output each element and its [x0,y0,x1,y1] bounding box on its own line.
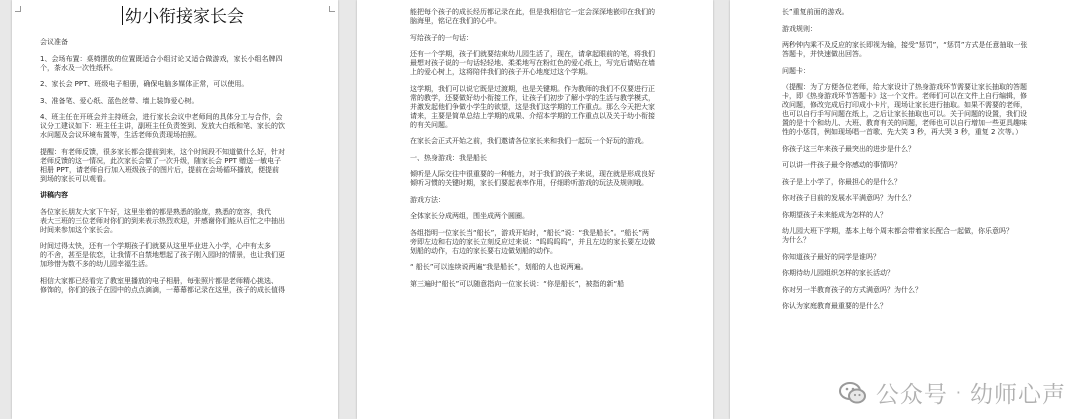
paragraph-spacing [782,262,1068,270]
text-line: 各组指明一位家长当“船长”，游戏开始时，“船长”说：“我是船长”。“船长”两 [410,228,650,237]
text-line: 倾听习惯的关键时期，家长们要起表率作用，仔细聆听游戏的玩法及规则哦。 [410,179,648,187]
paragraph-spacing [782,187,1068,195]
paragraph-spacing [410,146,701,154]
text-line: 一、热身游戏：我是船长 [410,153,487,162]
text-line: 提醒：有老师反馈，很多家长都会提前到来，这个时间段不知道做什么好，针对 [40,147,285,156]
paragraph-spacing [782,203,1068,211]
text-line: 时间过得太快，还有一个学期孩子们就要从这里毕业进入小学，心中有太多 [40,242,271,250]
text-line: 可以讲一件孩子最令你感动的事情吗？ [782,161,901,169]
text-cursor [122,6,123,25]
text-line: 你期望孩子未来能成为怎样的人？ [782,210,887,219]
paragraph-spacing [782,137,1068,145]
paragraph-spacing [410,188,701,196]
text-line: 1、会场布置：桌椅摆放的位置既适合小组讨论又适合做游戏，家长小组名牌四 [40,54,283,63]
text-line: 置的是十个和幼儿、大班、教育有关的问题，老师也可以自行增加一些更具趣味 [782,119,1027,127]
paragraph-spacing [782,170,1068,178]
document-title[interactable] [40,6,326,28]
section-heading: 讲稿内容 [40,191,68,199]
paragraph-spacing [782,76,1068,84]
text-line: “ 船长”可以连续说两遍“我是船长”，划船的人也说两遍。 [410,263,588,271]
text-line: 的有关问题。 [410,120,452,129]
text-line: 各位家长朋友大家下午好，这里坐着的都是熟悉的脸庞，熟悉的宽容，我代 [40,207,271,216]
text-line: 孩子是上小学了，你最担心的是什么？ [782,177,901,186]
text-line: 表大三班的三位老师对你们的到来表示热烈欢迎，并感谢你们能从百忙之中抽出 [40,216,285,225]
paragraph-spacing [410,272,701,280]
text-line: 改问题，修改完成后打印成小卡片，现场让家长进行抽取。如果不需要的老师， [782,101,1027,109]
text-line: 答题卡，并快速做出回答。 [782,50,866,58]
document-page-2 [357,0,713,419]
page-2-body[interactable] [410,8,701,289]
paragraph-spacing [782,295,1068,303]
text-line: 幼儿园大班下学期，基本上每个周末都会带着家长配合一起做，你乐意吗？ [782,227,1013,235]
paragraph-spacing [40,235,326,243]
text-line: 请来，主要是简单总结上学期的成果、介绍本学期的工作重点以及关于幼小衔接 [410,111,655,120]
text-line: 你知道孩子最好的同学是谁吗？ [782,252,880,261]
page-3-body[interactable] [782,8,1068,311]
document-page-1 [12,0,338,419]
text-line: 常的教学，还要做好幼小衔接工作，让孩子们初步了解小学的生活与教学模式， [410,93,655,102]
margin-mark-top-left [15,6,21,12]
text-line: 游戏规则： [782,24,817,33]
text-line: 上的爱心树上，这将陪伴我们的孩子开心地度过这个学期。 [410,68,592,76]
text-line: 也可以自行手写问题在纸上，之后让家长抽取也可以。关于问题的设置，我们设 [782,110,1027,118]
paragraph-spacing [40,200,326,208]
paragraph-spacing [782,17,1068,25]
paragraph-spacing [782,154,1068,162]
paragraph-spacing [410,130,701,138]
text-line: 会议准备 [40,38,68,46]
text-line: 这学期，我们可以说它既是过渡期，也是关键期。作为教师的我们不仅要进行正 [410,84,655,93]
text-line: 的不舍，甚至是依恋，让我情不自禁地想起了孩子刚入园时的情景，也让我们更 [40,251,285,259]
paragraph-spacing [40,47,326,55]
paragraph-spacing [410,26,701,34]
watermark-account-label: 公众号 [875,382,948,408]
text-line: 划船的动作，右边的家长要右边做划船的动作。 [410,246,557,255]
text-line: 能把每个孩子的成长经历都记录在此，但是我相信它一定会深深地嵌印在我们的 [410,8,655,16]
paragraph-spacing [782,220,1068,228]
text-line: 全体家长分成两组，围坐成两个圆圈。 [410,212,529,220]
paragraph-spacing [410,205,701,213]
text-line: （提醒：为了方便各位老师，给大家设计了热身游戏环节需要让家长抽取的答题 [782,83,1027,91]
document-title-text: 幼小衔接家长会 [125,7,244,27]
paragraph-spacing [40,184,326,192]
text-line: 写给孩子的一句话： [410,33,473,42]
paragraph-spacing [782,245,1068,253]
text-line: 脑海里，铭记在我们的心中。 [410,17,501,25]
paragraph-spacing [782,59,1068,67]
text-line: 老师反馈的这一情况，此次家长会做了一次升级，随家长会 PPT 赠送一敏电子 [40,156,282,165]
text-line: 到场的家长可以观看。 [40,174,110,183]
paragraph-spacing [410,163,701,171]
text-line: 修饰的，你们的孩子在园中的点点滴滴，一幕幕都记录在这里，孩子的成长值得 [40,285,285,294]
paragraph-spacing [410,77,701,85]
text-line: 游戏方法： [410,195,445,204]
paragraph-spacing [782,278,1068,286]
paragraph-spacing [40,269,326,277]
text-line: 时间来参加这个家长会。 [40,225,117,234]
text-line: 长”重复前面的游戏。 [782,8,849,16]
text-line: 加珍惜为数不多的幼儿园幸福生活。 [40,260,152,268]
text-line: 你对另一半教育孩子的方式满意吗？为什么？ [782,285,922,294]
text-line: 倾听是人际交往中很重要的一种能力，对于我们的孩子来说，现在就是形成良好 [410,170,655,178]
document-page-3 [730,0,1080,419]
paragraph-spacing [40,89,326,97]
paragraph-spacing [40,140,326,148]
text-line: 问题卡： [782,66,810,75]
page-1-body[interactable] [40,38,326,295]
paragraph-spacing [410,221,701,229]
paragraph-spacing [410,43,701,51]
text-line: 还有一个学期，孩子们就要结束幼儿园生活了，现在，请拿起眼前的笔，将我们 [410,50,655,58]
paragraph-spacing [410,256,701,264]
text-line: 在家长会正式开始之前，我们邀请各位家长来和我们一起玩一个好玩的游戏。 [410,137,648,145]
text-line: 4、班主任在开班会并主持班会，进行家长会议中老师间的具体分工与合作，会 [40,113,283,121]
text-line: 议分工建议如下：班主任主讲，副班主任负责签到、发放大白纸和笔、家长的饮 [40,122,285,130]
text-line: 第三遍时“船长”可以随意指向一位家长说：“你是船长”，被指的新“船 [410,279,625,288]
text-line: 并激发起他们争做小学生的欲望，这是我们这学期的工作重点。那么今天把大家 [410,102,655,111]
text-line: 水问题及会议环境布置等，生活老师负责现场拍照。 [40,131,201,139]
text-line: 为什么？ [782,236,810,244]
paragraph-spacing [782,34,1068,42]
text-line: 2、家长会 PPT、班级电子相册，确保电脑多媒体正常，可以使用。 [40,80,249,88]
text-line: 3、准备笔、爱心纸、蓝色丝带、墙上装饰爱心树。 [40,96,199,105]
text-line: 你期待幼儿园组织怎样的家长活动？ [782,269,894,277]
text-line: 你认为家庭教育最重要的是什么？ [782,302,887,310]
text-line: 两秒钟内乘不及反应的家长即视为输，接受“惩罚”，“惩罚”方式是任意抽取一张 [782,41,1028,49]
watermark-account-name: 幼师心声 [970,382,1066,408]
paragraph-spacing [40,73,326,81]
text-line: 你孩子这三年来孩子最突出的进步是什么？ [782,144,915,153]
watermark-separator: · [955,383,962,402]
margin-mark-top-right [329,6,335,12]
text-line: 相册 PPT，请老师自行加入班级孩子的图片后，提前在会场循环播放，便提前 [40,165,279,174]
text-line: 旁即左边和右边的家长立刻反应过来说：“呜呜呜呜”，并且左边的家长要左边做 [410,237,656,246]
text-line: 最想对孩子说的一句话轻轻地、柔柔地写在粉红色的爱心纸上，写完后请贴在墙 [410,59,655,67]
text-line: 性的小惩罚，例如现场唱一首歌、先大笑 3 秒，再大哭 3 秒，重复 2 次等。） [782,128,1023,136]
text-line: 卡，即《热身游戏环节答题卡》这一个文件。老师们可以在文件上自行编辑，修 [782,92,1027,100]
text-line: 相信大家都已经看完了教室里播放的电子相册，每张照片都是老师精心挑选、 [40,276,278,285]
paragraph-spacing [40,106,326,114]
text-line: 个，茶水及一次性纸杯。 [40,63,117,72]
text-line: 你对孩子目前的发展水平满意吗？为什么？ [782,194,915,202]
